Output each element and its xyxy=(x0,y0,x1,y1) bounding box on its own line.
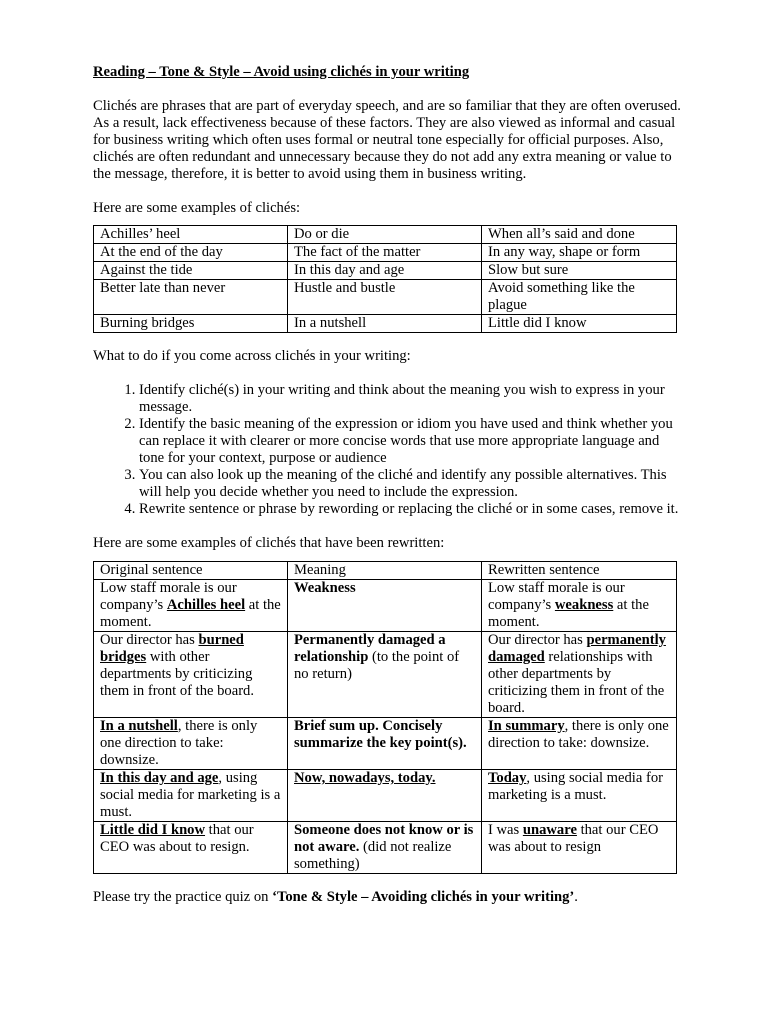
original-cell xyxy=(94,632,288,718)
table-header-row xyxy=(94,562,677,580)
table-row xyxy=(94,580,677,632)
column-header: Rewritten sentence xyxy=(482,562,677,580)
original-cell xyxy=(94,770,288,822)
meaning-cell xyxy=(288,632,482,718)
cliche-phrase: In a nutshell xyxy=(100,718,178,734)
text-run: Low staff morale is our company’s xyxy=(488,580,625,613)
text-run: at the moment. xyxy=(488,597,649,630)
table-cell: Achilles’ heel xyxy=(94,226,288,244)
examples-lead: Here are some examples of clichés: xyxy=(93,200,301,216)
text-run: Low staff morale is our company’s xyxy=(100,580,237,613)
meaning-cell xyxy=(288,580,482,632)
text-run: , there is only one direction to take: downsize. xyxy=(100,718,258,768)
meaning-text: Someone does not know or is not aware. xyxy=(294,822,474,855)
table-cell: In any way, shape or form xyxy=(482,244,677,262)
table-row xyxy=(94,632,677,718)
table-cell: At the end of the day xyxy=(94,244,288,262)
document-title: Reading – Tone & Style – Avoid using clichés in your writing xyxy=(93,64,470,80)
intro-paragraph: Clichés are phrases that are part of everyday speech, and are so familiar that they are often overused. As a result, lack effectiveness because of these factors. They are also viewed as informal and casual for business writing which often uses formal or neutral tone especially for official purposes. Also, clichés are often redundant and unnecessary because they do not add any extra meaning or value to the message, therefore, it is better to avoid using them in business writing. xyxy=(93,98,681,182)
rewrite-lead: Here are some examples of clichés that have been rewritten: xyxy=(93,535,445,551)
rewritten-cell xyxy=(482,718,677,770)
column-header: Meaning xyxy=(288,562,482,580)
document-page xyxy=(93,64,683,906)
table-cell: Do or die xyxy=(288,226,482,244)
text-run: , there is only one direction to take: downsize. xyxy=(488,718,669,751)
replacement-phrase: Today xyxy=(488,770,527,786)
table-cell: Hustle and bustle xyxy=(288,280,482,315)
table-row xyxy=(94,280,677,315)
table-cell: In a nutshell xyxy=(288,315,482,333)
table-row xyxy=(94,262,677,280)
meaning-cell xyxy=(288,822,482,874)
closing-paragraph xyxy=(93,889,683,906)
text-run: . xyxy=(574,889,578,905)
meaning-text: Permanently damaged a relationship xyxy=(294,632,446,665)
text-run: relationships with other departments by criticizing them in front of the board. xyxy=(488,649,665,716)
meaning-cell xyxy=(288,770,482,822)
table-row xyxy=(94,315,677,333)
table-cell: Slow but sure xyxy=(482,262,677,280)
cliche-phrase: Achilles heel xyxy=(166,597,246,613)
rewritten-examples-table xyxy=(93,561,677,874)
original-cell xyxy=(94,718,288,770)
text-run: Please try the practice quiz on xyxy=(93,889,273,905)
text-run: Our director has xyxy=(488,632,587,648)
text-run: that our CEO was about to resign xyxy=(488,822,659,855)
list-item: 2. Identify the basic meaning of the expression or idiom you have used and think whether you can replace it with clearer or more concise words that use more appropriate language and tone for your context, purpose or audience xyxy=(139,416,683,467)
replacement-phrase: In summary xyxy=(488,718,565,734)
replacement-phrase: weakness xyxy=(554,597,614,613)
table-cell: Burning bridges xyxy=(94,315,288,333)
quiz-title: ‘Tone & Style – Avoiding clichés in your writing’ xyxy=(272,889,575,905)
text-run: , using social media for marketing is a must. xyxy=(488,770,663,803)
table-cell: Avoid something like the plague xyxy=(482,280,677,315)
text-run: Our director has xyxy=(100,632,199,648)
table-cell: Against the tide xyxy=(94,262,288,280)
table-cell: Better late than never xyxy=(94,280,288,315)
text-run: at the moment. xyxy=(100,597,281,630)
table-row xyxy=(94,244,677,262)
rewritten-cell xyxy=(482,770,677,822)
table-row xyxy=(94,718,677,770)
cliche-phrase: Little did I know xyxy=(100,822,206,838)
table-cell: In this day and age xyxy=(288,262,482,280)
cliche-phrase: In this day and age xyxy=(100,770,219,786)
text-run: (did not realize something) xyxy=(294,839,452,872)
meaning-text: Now, nowadays, today. xyxy=(294,770,436,786)
rewritten-cell xyxy=(482,580,677,632)
text-run: with other departments by criticizing them in front of the board. xyxy=(100,649,255,699)
list-item: 1. Identify cliché(s) in your writing and think about the meaning you wish to express in your message. xyxy=(139,382,683,416)
list-item: 4. Rewrite sentence or phrase by rewording or replacing the cliché or in some cases, remove it. xyxy=(139,501,683,518)
steps-list xyxy=(93,382,683,518)
rewritten-cell xyxy=(482,822,677,874)
table-row xyxy=(94,226,677,244)
rewritten-cell xyxy=(482,632,677,718)
table-cell: When all’s said and done xyxy=(482,226,677,244)
table-cell: The fact of the matter xyxy=(288,244,482,262)
original-cell xyxy=(94,822,288,874)
replacement-phrase: unaware xyxy=(522,822,577,838)
table-row xyxy=(94,822,677,874)
original-cell xyxy=(94,580,288,632)
cliche-examples-table xyxy=(93,225,677,333)
table-cell: Little did I know xyxy=(482,315,677,333)
text-run: that our CEO was about to resign. xyxy=(100,822,254,855)
meaning-text: Weakness xyxy=(294,580,356,596)
text-run: , using social media for marketing is a must. xyxy=(100,770,281,820)
cliche-phrase: burned bridges xyxy=(100,632,244,665)
steps-lead: What to do if you come across clichés in your writing: xyxy=(93,348,411,364)
replacement-phrase: permanently damaged xyxy=(488,632,666,665)
column-header: Original sentence xyxy=(94,562,288,580)
meaning-text: Brief sum up. Concisely summarize the key point(s). xyxy=(294,718,467,751)
table-row xyxy=(94,770,677,822)
text-run: I was xyxy=(488,822,523,838)
list-item: 3. You can also look up the meaning of the cliché and identify any possible alternatives. This will help you decide whether you need to include the expression. xyxy=(139,467,683,501)
text-run: (to the point of no return) xyxy=(294,649,460,682)
meaning-cell xyxy=(288,718,482,770)
